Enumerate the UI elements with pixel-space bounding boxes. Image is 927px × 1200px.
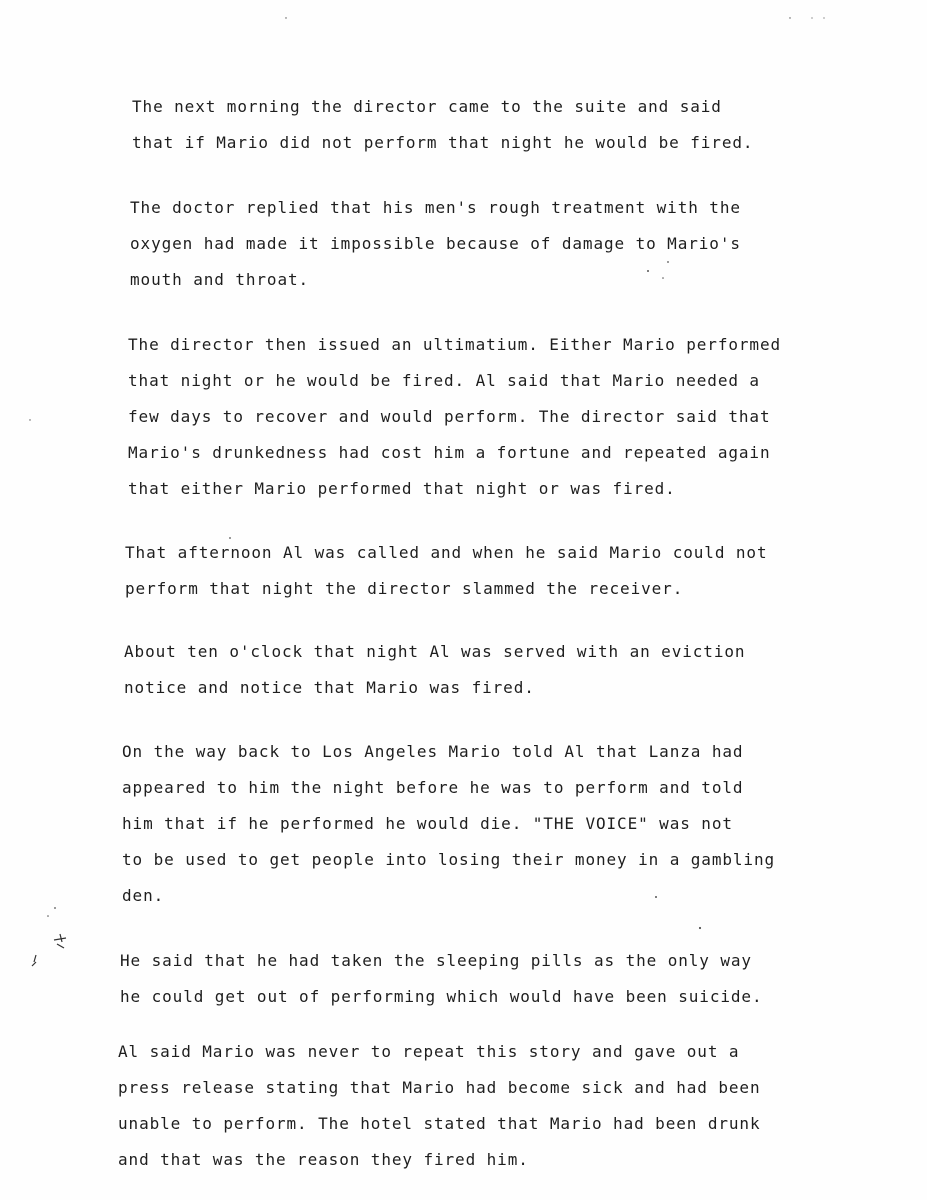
text-line: appeared to him the night before he was to perform and told (122, 778, 744, 797)
text-line: The doctor replied that his men's rough treatment with the (130, 198, 741, 217)
text-line: Mario's drunkedness had cost him a fortune and repeated again (128, 443, 771, 462)
text-line: and that was the reason they fired him. (118, 1150, 529, 1169)
text-line: few days to recover and would perform. The director said that (128, 407, 771, 426)
text-line: perform that night the director slammed the receiver. (125, 579, 684, 598)
text-line: About ten o'clock that night Al was served with an eviction (124, 642, 746, 661)
text-line: Al said Mario was never to repeat this story and gave out a (118, 1042, 740, 1061)
text-line: That afternoon Al was called and when he said Mario could not (125, 543, 768, 562)
text-line: The director then issued an ultimatium. Either Mario performed (128, 335, 782, 354)
text-line: oxygen had made it impossible because of damage to Mario's (130, 234, 741, 253)
text-line: to be used to get people into losing their money in a gambling (122, 850, 776, 869)
text-line: that if Mario did not perform that night he would be fired. (132, 133, 754, 152)
text-line: press release stating that Mario had become sick and had been (118, 1078, 761, 1097)
text-line: The next morning the director came to the suite and said (132, 97, 722, 116)
text-line: mouth and throat. (130, 270, 310, 289)
text-line: that night or he would be fired. Al said that Mario needed a (128, 371, 760, 390)
text-line: notice and notice that Mario was fired. (124, 678, 535, 697)
text-line: On the way back to Los Angeles Mario told Al that Lanza had (122, 742, 744, 761)
text-line: him that if he performed he would die. "THE VOICE" was not (122, 814, 733, 833)
text-line: He said that he had taken the sleeping pills as the only way (120, 951, 752, 970)
text-line: den. (122, 886, 165, 905)
text-line: he could get out of performing which would have been suicide. (120, 987, 763, 1006)
text-line: that either Mario performed that night or was fired. (128, 479, 676, 498)
text-line: unable to perform. The hotel stated that Mario had been drunk (118, 1114, 761, 1133)
